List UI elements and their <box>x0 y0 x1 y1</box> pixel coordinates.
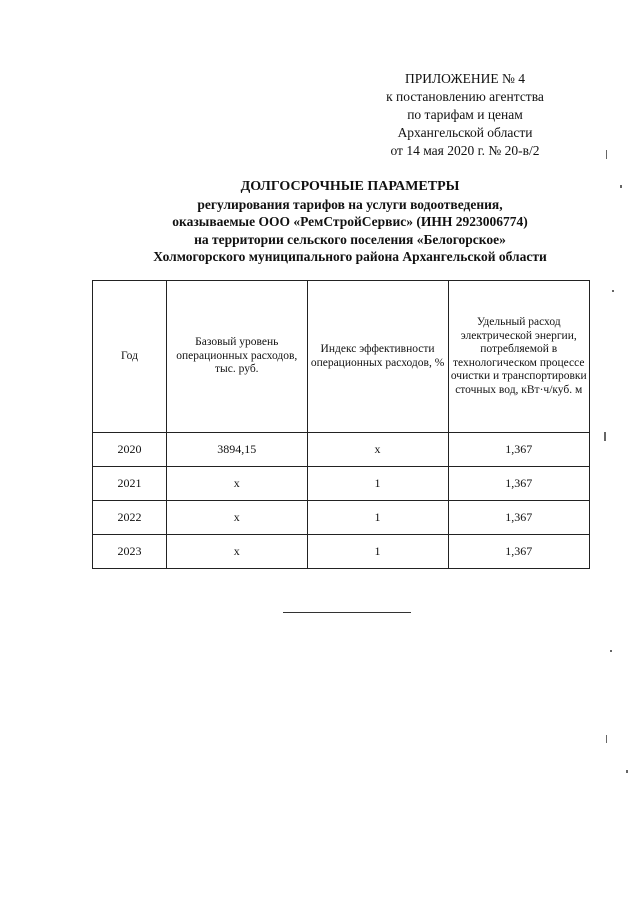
scan-speck <box>606 735 607 743</box>
cell-efficiency-index: 1 <box>307 535 448 569</box>
table-row <box>93 501 590 535</box>
header-energy-consumption: Удельный расход электрической энергии, потребляемой в технологическом процессе очистки и транспортировки сточных вод, кВт·ч/куб. м <box>448 281 590 433</box>
title-main: ДОЛГОСРОЧНЫЕ ПАРАМЕТРЫ <box>240 179 460 194</box>
scan-speck <box>612 290 614 292</box>
cell-energy: 1,367 <box>448 433 590 467</box>
header-base-level: Базовый уровень операционных расходов, тыс. руб. <box>166 281 307 433</box>
cell-efficiency-index: 1 <box>307 501 448 535</box>
title-line-2: регулирования тарифов на услуги водоотведения, <box>197 196 503 212</box>
scan-speck <box>620 185 622 188</box>
scan-speck <box>610 650 612 652</box>
cell-year: 2020 <box>93 433 167 467</box>
header-efficiency-index: Индекс эффективности операционных расходов, % <box>307 281 448 433</box>
parameters-table <box>92 280 590 569</box>
table-header-row <box>93 281 590 433</box>
cell-year: 2022 <box>93 501 167 535</box>
title-line-4: на территории сельского поселения «Белогорское» <box>194 231 506 247</box>
scan-speck <box>604 432 606 441</box>
cell-base-level: х <box>166 535 307 569</box>
cell-base-level: х <box>166 501 307 535</box>
cell-year: 2021 <box>93 467 167 501</box>
cell-efficiency-index: 1 <box>307 467 448 501</box>
title-line-3: оказываемые ООО «РемСтройСервис» (ИНН 2923006774) <box>172 214 528 229</box>
table-row <box>93 433 590 467</box>
cell-energy: 1,367 <box>448 535 590 569</box>
title-line-5: Холмогорского муниципального района Архангельской области <box>153 249 547 264</box>
scan-speck <box>606 150 607 159</box>
cell-year: 2023 <box>93 535 167 569</box>
scan-speck <box>626 770 628 773</box>
table-row <box>93 535 590 569</box>
document-title <box>60 178 640 266</box>
appendix-date: от 14 мая 2020 г. № 20-в/2 <box>390 143 540 158</box>
appendix-agency: по тарифам и ценам <box>407 107 523 122</box>
cell-base-level: х <box>166 467 307 501</box>
appendix-number: ПРИЛОЖЕНИЕ № 4 <box>404 71 526 86</box>
cell-energy: 1,367 <box>448 467 590 501</box>
cell-energy: 1,367 <box>448 501 590 535</box>
cell-base-level: 3894,15 <box>166 433 307 467</box>
appendix-reference: к постановлению агентства <box>386 89 544 104</box>
table-row <box>93 467 590 501</box>
closing-rule <box>283 612 411 613</box>
cell-efficiency-index: х <box>307 433 448 467</box>
appendix-header <box>360 70 570 160</box>
header-year: Год <box>93 281 167 433</box>
appendix-region: Архангельской области <box>397 125 533 140</box>
